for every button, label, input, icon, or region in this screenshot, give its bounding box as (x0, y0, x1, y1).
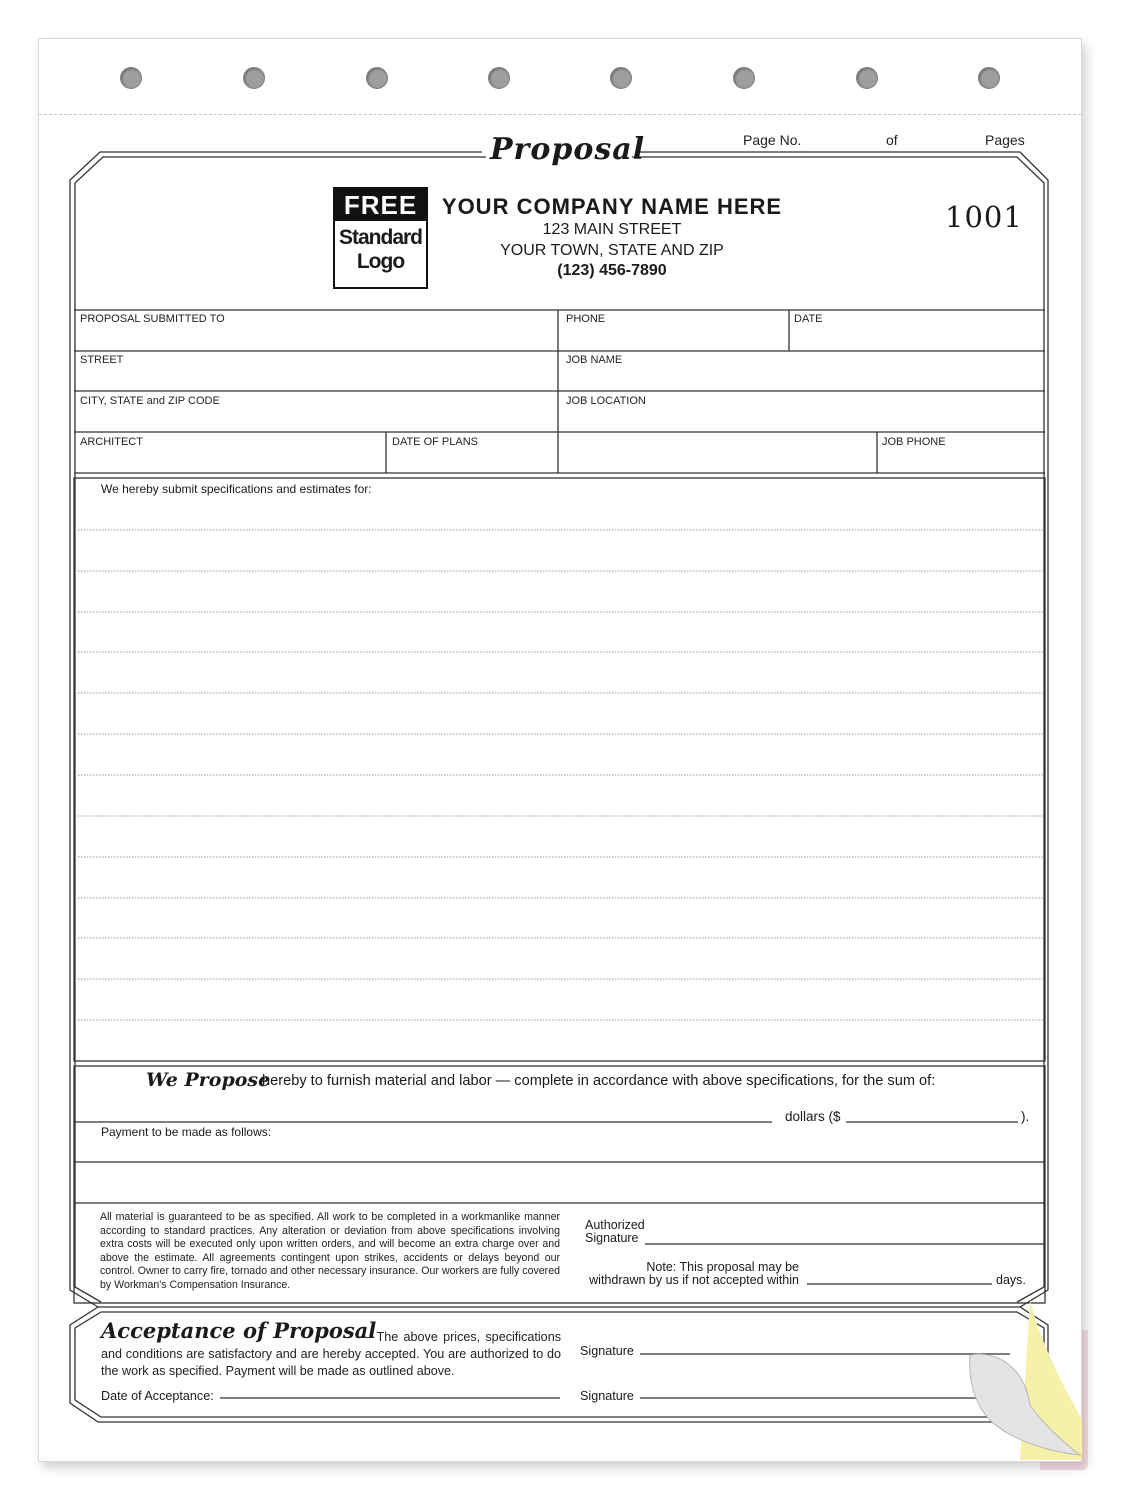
terms-text: All material is guaranteed to be as specified. All work to be completed in a workmanlike manner according to standard practices. Any alteration or deviation from above specifications involving extra costs will be executed only upon written orders, and will become an extra charge over and above the estimate. All agreements contingent upon strikes, accidents or delays beyond our control. Owner to carry fire, tornado and other necessary insurance. Our workers are fully covered by Workman's Compensation Insurance. (100, 1211, 560, 1291)
job-location-field[interactable]: JOB LOCATION (566, 395, 646, 407)
form-title: Proposal (490, 132, 646, 167)
signature-label-2: Signature (580, 1389, 634, 1403)
logo-line-logo: Logo (356, 250, 405, 273)
propose-text: hereby to furnish material and labor — complete in accordance with above specifications, for the sum of: (262, 1073, 936, 1089)
date-of-acceptance-field[interactable] (220, 1380, 560, 1398)
logo-line-standard: Standard (338, 226, 422, 249)
amount-field[interactable] (846, 1104, 1018, 1122)
signature-field-1[interactable] (640, 1336, 1010, 1354)
job-phone-field[interactable]: JOB PHONE (882, 436, 946, 448)
signature-field-2[interactable] (640, 1380, 1010, 1398)
company-town: YOUR TOWN, STATE AND ZIP (500, 242, 724, 259)
authorized-label-line2: Signature (585, 1231, 639, 1245)
company-street: 123 MAIN STREET (542, 221, 682, 238)
date-of-plans-field[interactable]: DATE OF PLANS (392, 436, 478, 448)
days-label: days. (996, 1273, 1026, 1287)
city-state-zip-field[interactable]: CITY, STATE and ZIP CODE (80, 395, 220, 407)
page-no-label: Page No. (743, 132, 802, 148)
logo-free-banner: FREE (335, 189, 426, 221)
date-of-acceptance-label: Date of Acceptance: (101, 1389, 214, 1403)
company-phone: (123) 456-7890 (557, 262, 667, 279)
authorized-label-line1: Authorized (585, 1218, 645, 1232)
phone-field[interactable]: PHONE (566, 313, 606, 325)
street-field[interactable]: STREET (80, 354, 124, 366)
close-paren: ). (1021, 1109, 1030, 1124)
specs-writing-area[interactable] (75, 500, 1044, 1060)
we-propose-heading: We Propose (146, 1069, 271, 1091)
dollars-label: dollars ($ (785, 1109, 841, 1124)
note-line2: withdrawn by us if not accepted within (589, 1273, 799, 1287)
of-label: of (886, 132, 898, 148)
architect-field[interactable]: ARCHITECT (80, 436, 143, 448)
authorized-signature-field[interactable] (645, 1224, 1043, 1244)
payment-label: Payment to be made as follows: (101, 1125, 272, 1139)
acceptance-heading: Acceptance of Proposal (101, 1318, 377, 1343)
pages-label: Pages (985, 132, 1025, 148)
specs-intro: We hereby submit specifications and estimates for: (101, 482, 372, 496)
date-field[interactable]: DATE (794, 313, 823, 325)
acceptance-text: — The above prices, specifications and conditions are satisfactory and are hereby accepted. You are authorized to do the work as specified. Payment will be made as outlined above. (101, 1330, 561, 1378)
signature-label-1: Signature (580, 1344, 634, 1358)
company-name: YOUR COMPANY NAME HERE (441, 194, 783, 219)
form-number: 1001 (945, 200, 1023, 234)
note-line1: Note: This proposal may be (646, 1260, 799, 1274)
days-field[interactable] (807, 1266, 992, 1284)
submitted-to-field[interactable]: PROPOSAL SUBMITTED TO (80, 313, 225, 325)
job-name-field[interactable]: JOB NAME (566, 354, 623, 366)
company-logo (333, 187, 428, 289)
